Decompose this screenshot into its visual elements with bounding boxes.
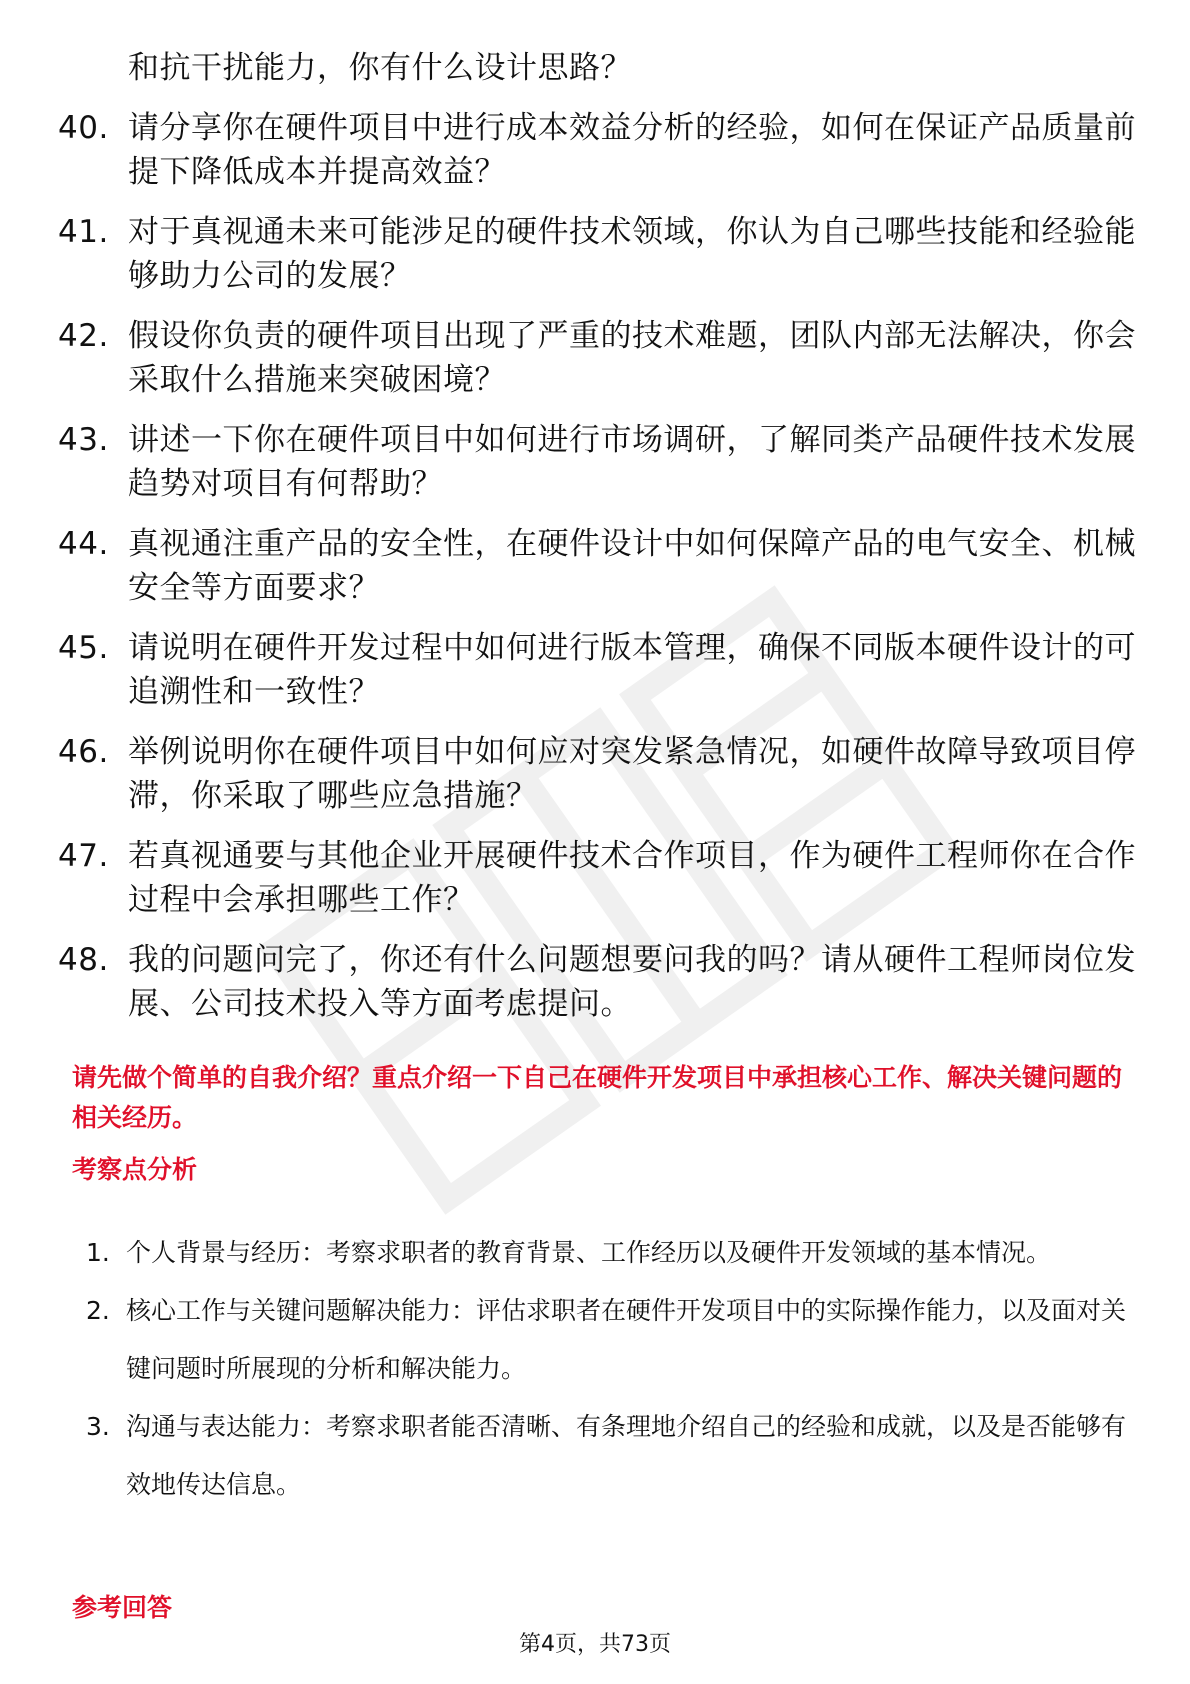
- analysis-points: [86, 1224, 1126, 1514]
- question-number: 42.: [58, 318, 109, 354]
- point-text: 核心工作与关键问题解决能力：评估求职者在硬件开发项目中的实际操作能力，以及面对关键问题时所展现的分析和解决能力。: [126, 1296, 1127, 1383]
- question-text: 假设你负责的硬件项目出现了严重的技术难题，团队内部无法解决，你会采取什么措施来突破困境？: [128, 318, 1136, 398]
- question-number: 45.: [58, 630, 109, 666]
- list-item: [58, 834, 1138, 922]
- point-number: 1.: [86, 1238, 110, 1267]
- point-text: 个人背景与经历：考察求职者的教育背景、工作经历以及硬件开发领域的基本情况。: [126, 1238, 1052, 1267]
- analysis-heading: 考察点分析: [72, 1155, 198, 1184]
- answer-heading: 参考回答: [72, 1593, 173, 1622]
- question-number: 44.: [58, 526, 109, 562]
- point-number: 2.: [86, 1296, 110, 1325]
- list-item: [58, 46, 1138, 90]
- question-text: 真视通注重产品的安全性，在硬件设计中如何保障产品的电气安全、机械安全等方面要求？: [128, 526, 1136, 606]
- question-number: 46.: [58, 734, 109, 770]
- question-text: 举例说明你在硬件项目中如何应对突发紧急情况，如硬件故障导致项目停滞，你采取了哪些应急措施？: [128, 734, 1136, 814]
- page-footer: 第4页，共73页: [519, 1632, 671, 1657]
- featured-question: 请先做个简单的自我介绍？重点介绍一下自己在硬件开发项目中承担核心工作、解决关键问题的相关经历。: [72, 1063, 1123, 1132]
- question-number: 48.: [58, 942, 109, 978]
- question-text: 和抗干扰能力，你有什么设计思路？: [128, 50, 632, 86]
- list-item: [58, 106, 1138, 194]
- list-item: [86, 1398, 1126, 1514]
- question-number: 43.: [58, 422, 109, 458]
- question-number: 41.: [58, 214, 109, 250]
- list-item: [58, 210, 1138, 298]
- question-text: 我的问题问完了，你还有什么问题想要问我的吗？请从硬件工程师岗位发展、公司技术投入等方面考虑提问。: [128, 942, 1136, 1022]
- question-number: 40.: [58, 110, 109, 146]
- question-text: 请说明在硬件开发过程中如何进行版本管理，确保不同版本硬件设计的可追溯性和一致性？: [128, 630, 1136, 710]
- list-item: [58, 314, 1138, 402]
- list-item: [86, 1282, 1126, 1398]
- list-item: [58, 522, 1138, 610]
- list-item: [58, 730, 1138, 818]
- point-text: 沟通与表达能力：考察求职者能否清晰、有条理地介绍自己的经验和成就，以及是否能够有效地传达信息。: [126, 1412, 1127, 1499]
- list-item: [86, 1224, 1126, 1282]
- question-number: 47.: [58, 838, 109, 874]
- point-number: 3.: [86, 1412, 110, 1441]
- question-list: [58, 46, 1138, 1042]
- question-text: 请分享你在硬件项目中进行成本效益分析的经验，如何在保证产品质量前提下降低成本并提高效益？: [128, 110, 1136, 190]
- list-item: [58, 626, 1138, 714]
- list-item: [58, 938, 1138, 1026]
- question-text: 若真视通要与其他企业开展硬件技术合作项目，作为硬件工程师你在合作过程中会承担哪些工作？: [128, 838, 1136, 918]
- list-item: [58, 418, 1138, 506]
- question-text: 讲述一下你在硬件项目中如何进行市场调研，了解同类产品硬件技术发展趋势对项目有何帮助？: [128, 422, 1136, 502]
- question-text: 对于真视通未来可能涉足的硬件技术领域，你认为自己哪些技能和经验能够助力公司的发展？: [128, 214, 1136, 294]
